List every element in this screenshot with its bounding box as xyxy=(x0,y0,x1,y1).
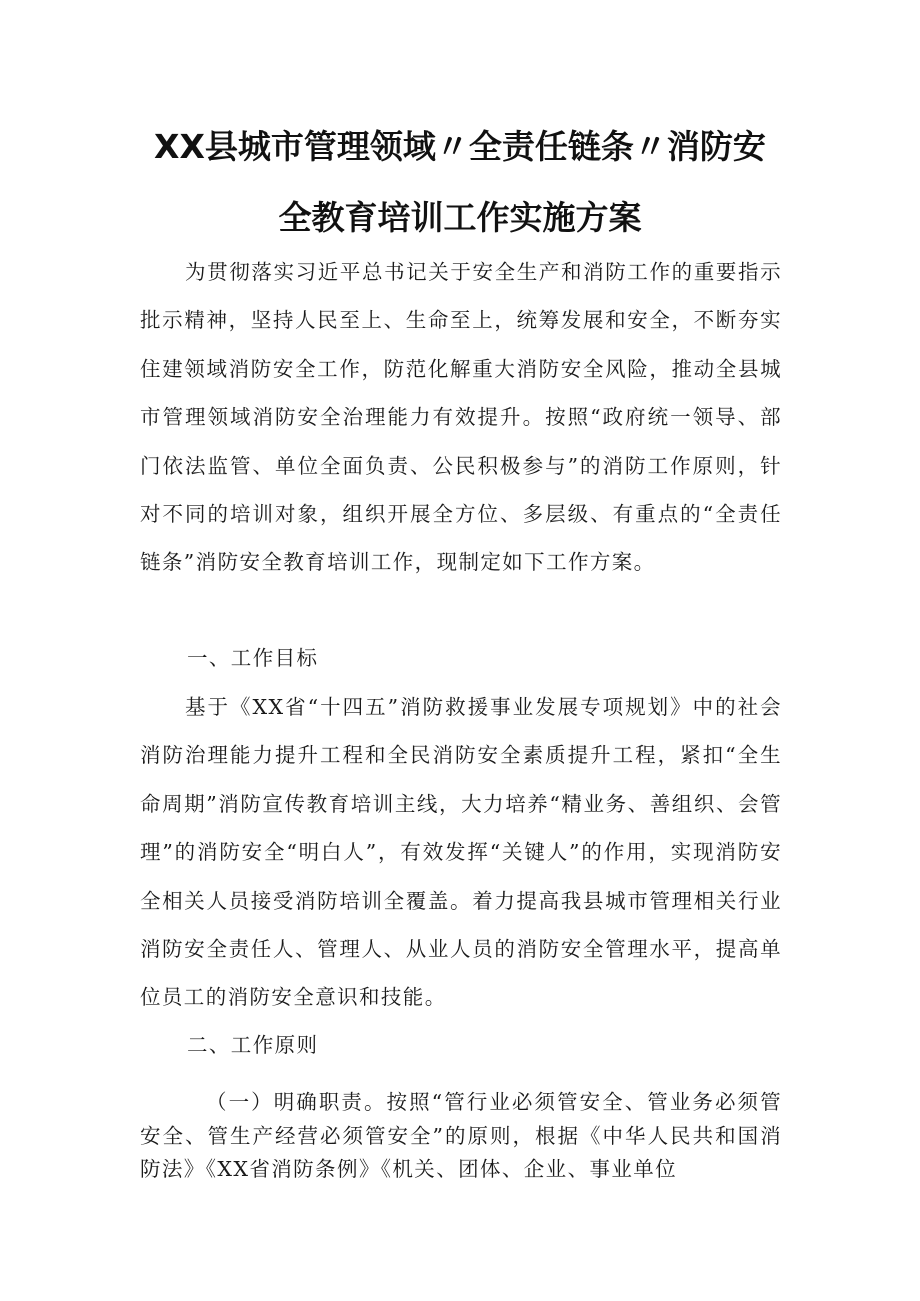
document-title-line-2: 全教育培训工作实施方案 xyxy=(278,198,642,237)
document-title-line-1: XX县城市管理领域〃全责任链条〃消防安 xyxy=(154,127,766,166)
section-heading-work-goals: 一、工作目标 xyxy=(187,646,319,670)
work-goals-paragraph: 基于《XX省“十四五”消防救援事业发展专项规划》中的社会消防治理能力提升工程和全民消防安全素质提升工程，紧扣“全生命周期”消防宣传教育培训主线，大力培养“精业务、善组织、会管理”的消防安全“明白人”，有效发挥“关键人”的作用，实现消防安全相关人员接受消防培训全覆盖。着力提高我县城市管理相关行业消防安全责任人、管理人、从业人员的消防安全管理水平，提高单位员工的消防安全意识和技能。 xyxy=(140,695,782,1010)
principle-1-paragraph: （一）明确职责。按照“管行业必须管安全、管业务必须管安全、管生产经营必须管安全”的原则，根据《中华人民共和国消防法》《XX省消防条例》《机关、团体、企业、事业单位 xyxy=(140,1090,782,1181)
section-heading-work-principles: 二、工作原则 xyxy=(187,1033,319,1057)
intro-paragraph: 为贯彻落实习近平总书记关于安全生产和消防工作的重要指示批示精神，坚持人民至上、生命至上，统筹发展和安全，不断夯实住建领域消防安全工作，防范化解重大消防安全风险，推动全县城市管理领域消防安全治理能力有效提升。按照“政府统一领导、部门依法监管、单位全面负责、公民积极参与”的消防工作原则，针对不同的培训对象，组织开展全方位、多层级、有重点的“全责任链条”消防安全教育培训工作，现制定如下工作方案。 xyxy=(140,260,782,575)
